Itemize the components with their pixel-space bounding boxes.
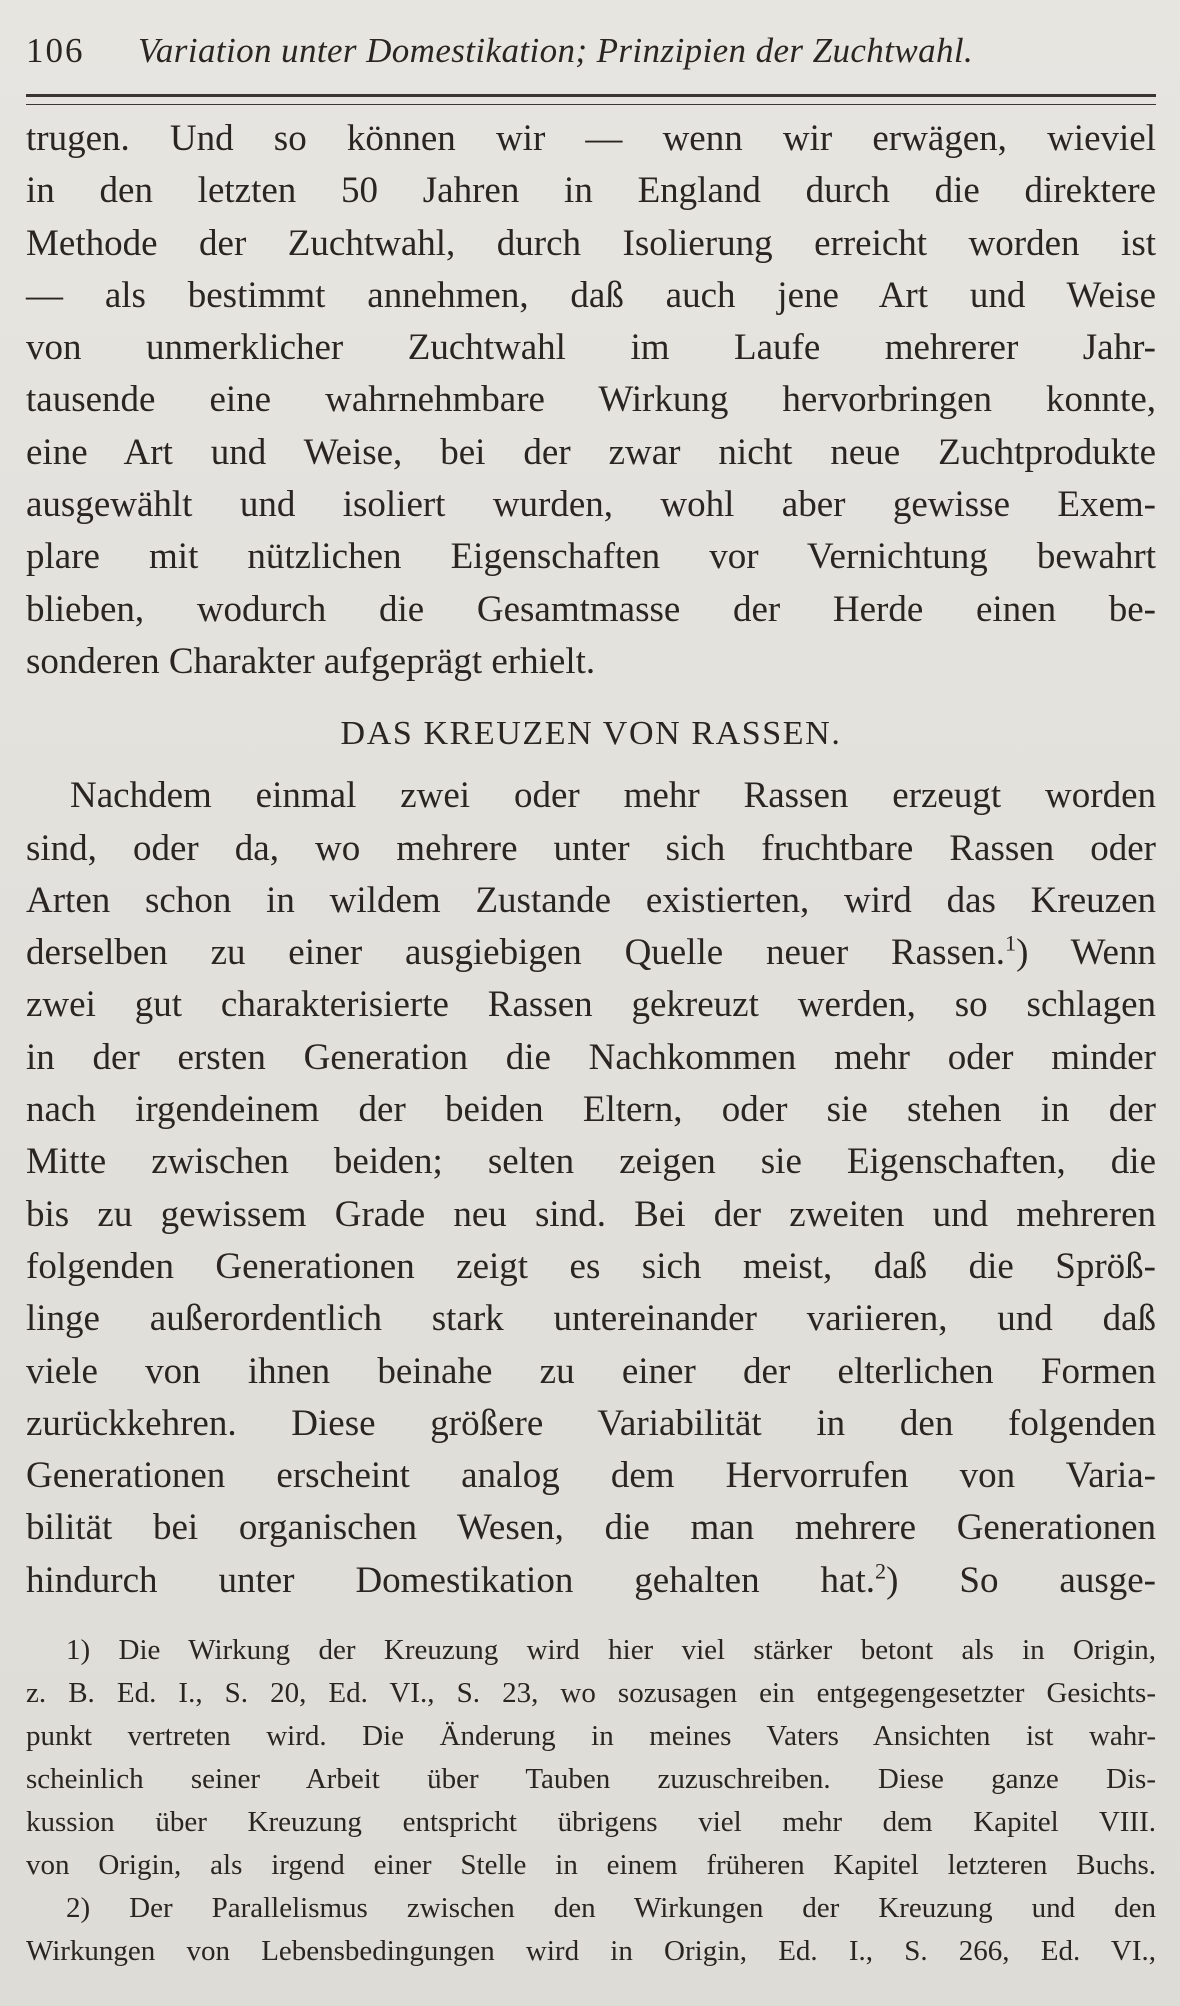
footnote-line: punkt vertreten wird. Die Änderung in meines Vaters Ansichten ist wahr- [26,1720,1156,1753]
page-number: 106 [26,31,85,70]
text-line: Nachdem einmal zwei oder mehr Rassen erzeugt worden [70,775,1156,817]
text-line: plare mit nützlichen Eigenschaften vor Vernichtung bewahrt [26,536,1156,578]
text-line: bilität bei organischen Wesen, die man mehrere Generationen [26,1507,1156,1549]
text-line: Arten schon in wildem Zustande existierten, wird das Kreuzen [26,879,1156,921]
text-line: in den letzten 50 Jahren in England durch die direktere [26,170,1156,212]
text-line: eine Art und Weise, bei der zwar nicht neue Zuchtprodukte [26,431,1156,473]
footnote-line: 2) Der Parallelismus zwischen den Wirkungen der Kreuzung und den [66,1892,1156,1925]
paragraph-2 [26,770,1156,1607]
text-line: Mitte zwischen beiden; selten zeigen sie Eigenschaften, die [26,1141,1156,1183]
text-line: zwei gut charakterisierte Rassen gekreuzt werden, so schlagen [26,984,1156,1026]
text-fragment: hindurch unter Domestikation gehalten hat. [26,1559,876,1601]
text-line: Methode der Zuchtwahl, durch Isolierung erreicht worden ist [26,222,1156,264]
section-heading: DAS KREUZEN VON RASSEN. [340,715,842,753]
footnote-line: scheinlich seiner Arbeit über Tauben zuzuschreiben. Diese ganze Dis- [26,1763,1156,1796]
text-line: trugen. Und so können wir — wenn wir erwägen, wieviel [26,118,1156,159]
text-line: linge außerordentlich stark untereinander variieren, und daß [26,1298,1156,1340]
footnote-ref-1: 1 [1005,930,1017,956]
footnote-line: kussion über Kreuzung entspricht übrigens viel mehr dem Kapitel VIII. [26,1806,1156,1839]
text-line: bis zu gewissem Grade neu sind. Bei der zweiten und mehreren [26,1193,1156,1235]
footnote-line: 1) Die Wirkung der Kreuzung wird hier viel stärker betont als in Origin, [66,1634,1156,1667]
footnote-line: Wirkungen von Lebensbedingungen wird in Origin, Ed. I., S. 266, Ed. VI., [26,1935,1156,1968]
footnote-line: z. B. Ed. I., S. 20, Ed. VI., S. 23, wo sozusagen ein entgegengesetzter Gesichts- [26,1677,1156,1710]
text-line-with-footnote-ref [26,1555,1156,1607]
text-fragment: ) Wenn [1016,932,1156,974]
text-line: ausgewählt und isoliert wurden, wohl aber gewisse Exem- [26,484,1156,526]
text-line: nach irgendeinem der beiden Eltern, oder sie stehen in der [26,1089,1156,1131]
text-fragment: derselben zu einer ausgiebigen Quelle neuer Rassen. [26,932,1006,974]
footnote-line: von Origin, als irgend einer Stelle in einem früheren Kapitel letzteren Buchs. [26,1849,1156,1882]
running-head [26,22,1156,80]
text-line: in der ersten Generation die Nachkommen mehr oder minder [26,1036,1156,1078]
header-double-rule [26,94,1156,105]
body-text [26,113,1156,1607]
footnotes [26,1629,1156,1973]
text-line-with-footnote-ref [26,927,1156,979]
footnote-1 [26,1629,1156,1887]
text-line: zurückkehren. Diese größere Variabilität in den folgenden [26,1402,1156,1444]
text-line: — als bestimmt annehmen, daß auch jene Art und Weise [26,274,1156,316]
footnote-ref-2: 2 [875,1558,887,1584]
text-line: viele von ihnen beinahe zu einer der elterlichen Formen [26,1350,1156,1392]
footnote-2 [26,1887,1156,1973]
text-line: tausende eine wahrnehmbare Wirkung hervorbringen konnte, [26,379,1156,421]
text-line: sonderen Charakter aufgeprägt erhielt. [26,640,596,682]
text-line: sind, oder da, wo mehrere unter sich fruchtbare Rassen oder [26,827,1156,869]
paragraph-1 [26,113,1156,688]
text-line: folgenden Generationen zeigt es sich meist, daß die Spröß- [26,1245,1156,1287]
text-line: von unmerklicher Zuchtwahl im Laufe mehrerer Jahr- [26,327,1156,369]
running-title: Variation unter Domestikation; Prinzipien der Zuchtwahl. [138,31,974,70]
text-line: Generationen erscheint analog dem Hervorrufen von Varia- [26,1455,1156,1497]
text-fragment: ) So ausge- [886,1559,1156,1601]
text-line: blieben, wodurch die Gesamtmasse der Herde einen be- [26,588,1156,630]
